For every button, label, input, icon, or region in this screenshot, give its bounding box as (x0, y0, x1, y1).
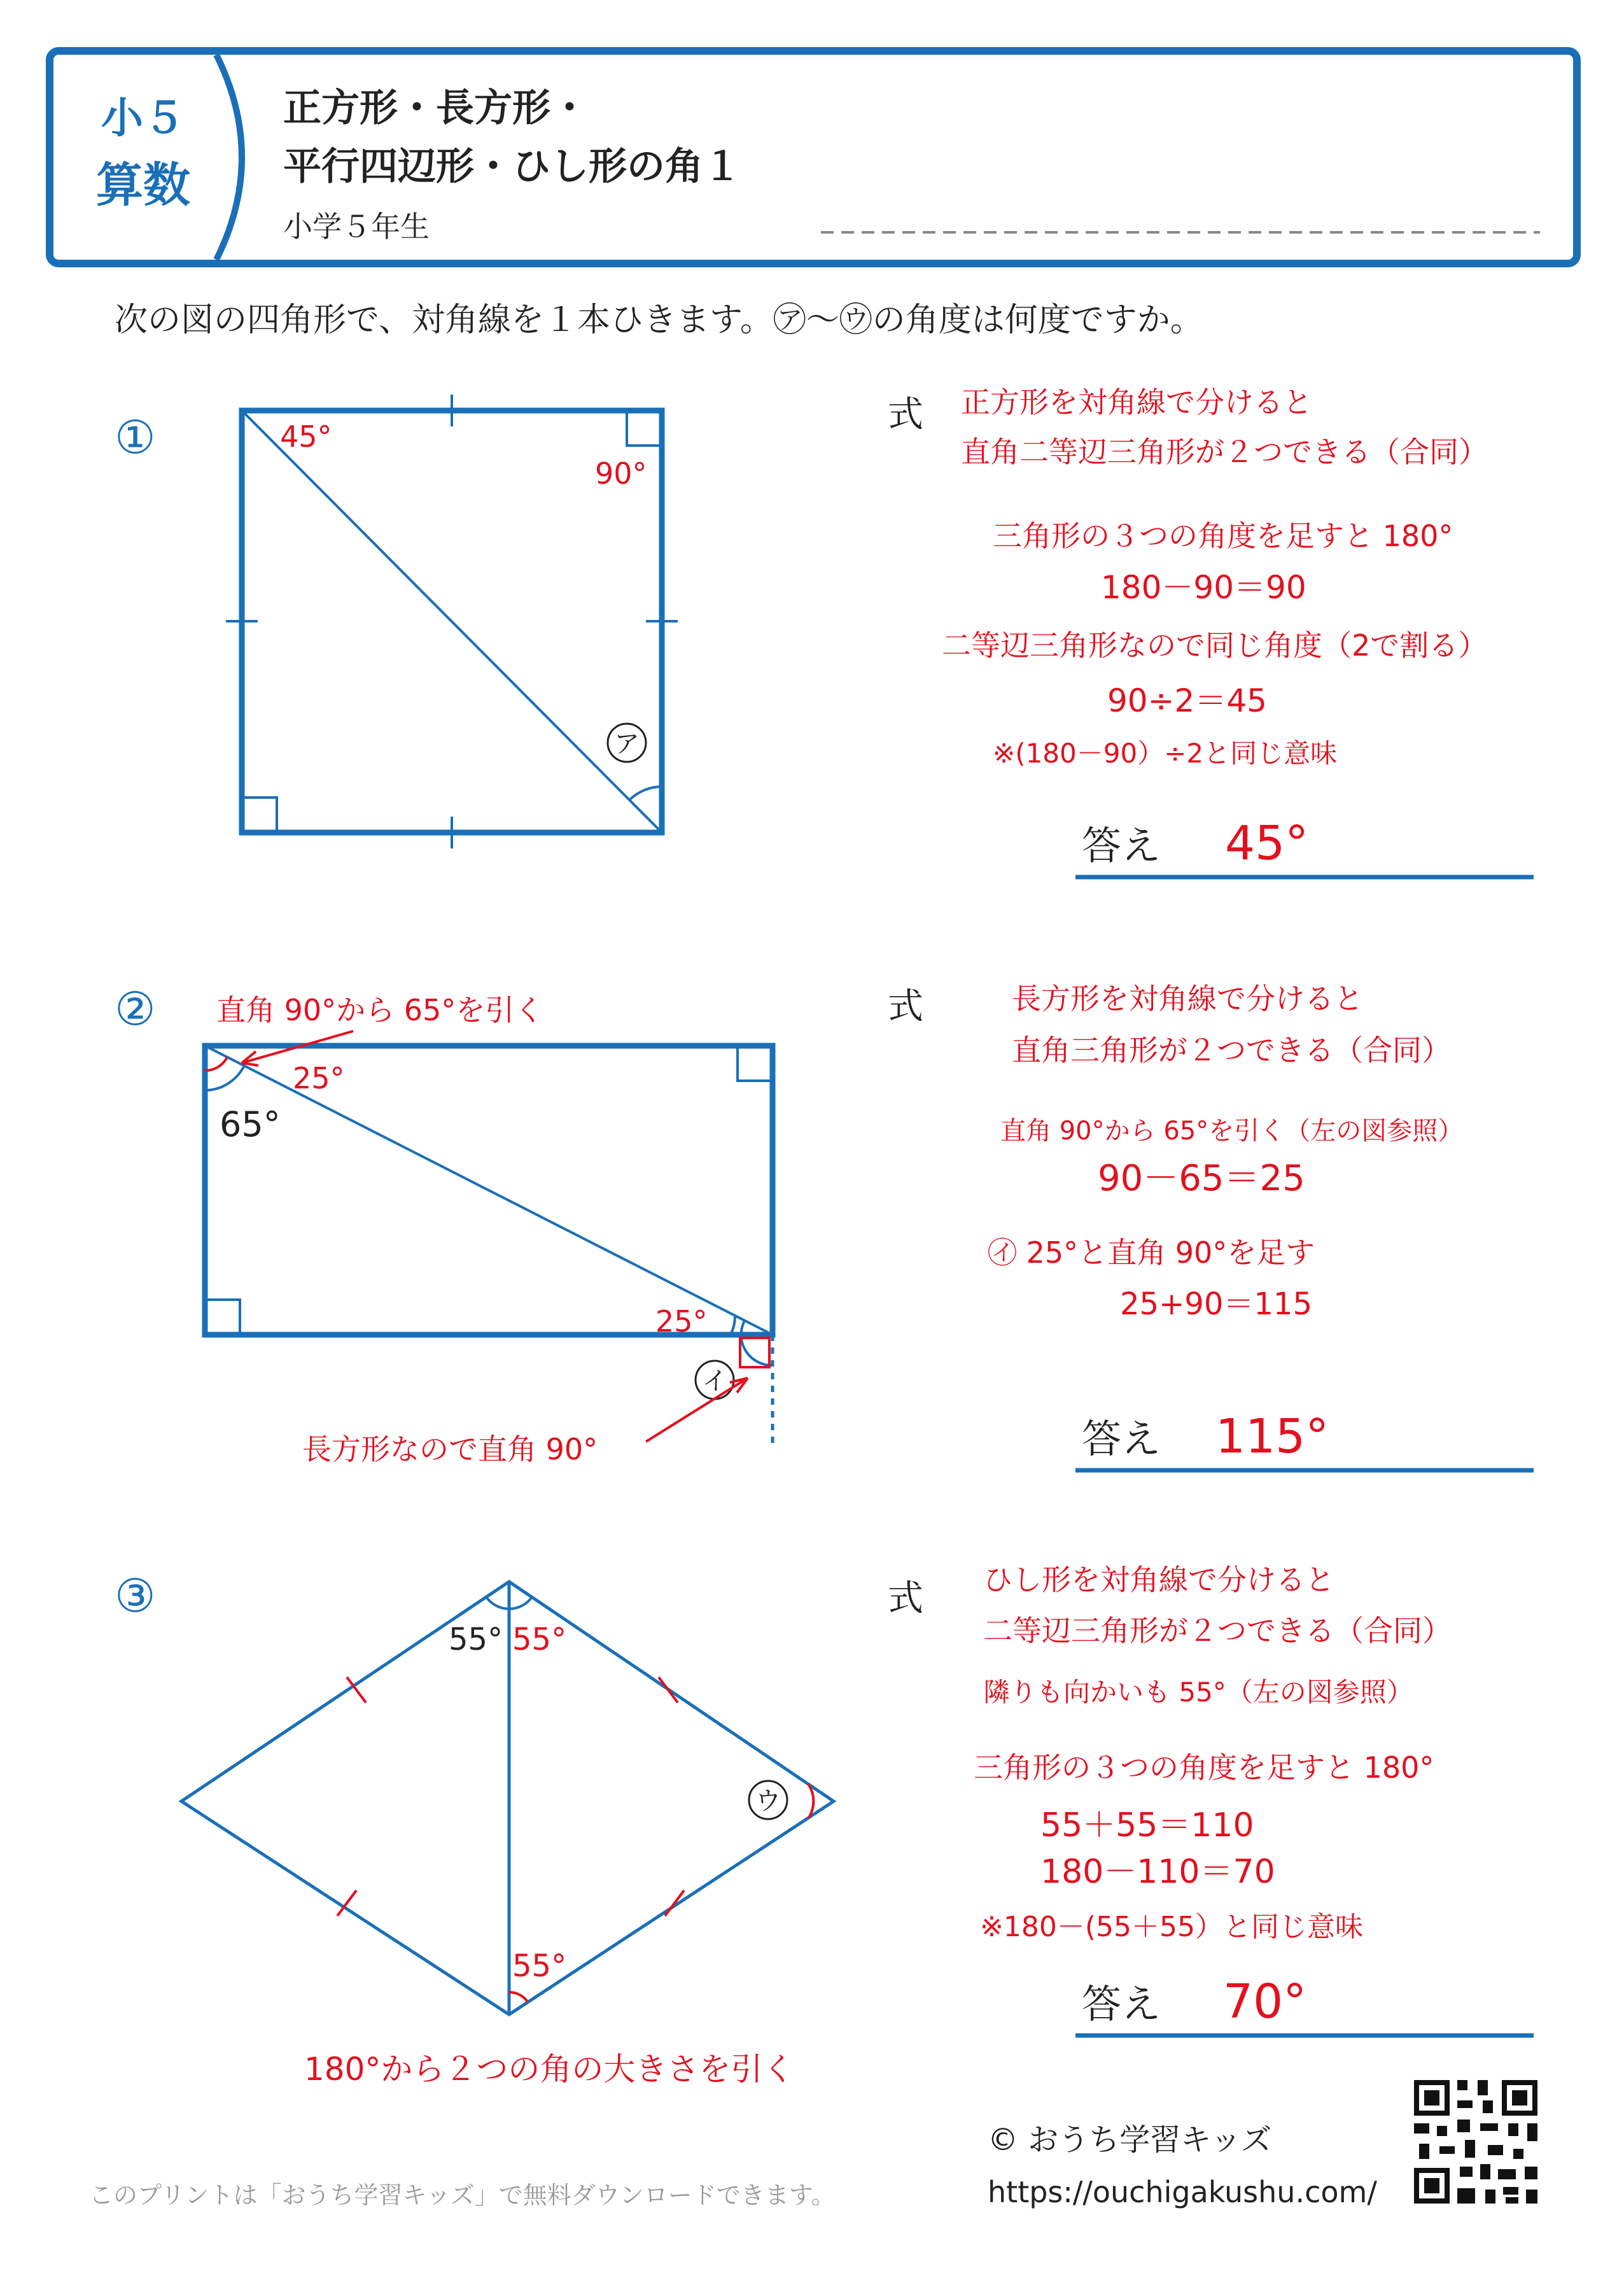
explanation-line: 90÷2＝45 (1107, 682, 1267, 719)
explanation-line: 長方形を対角線で分けると (1012, 981, 1363, 1016)
grade-label: 小５ (101, 94, 185, 143)
rectangle-diagonal (205, 1046, 773, 1335)
red-annotations (205, 1031, 769, 1442)
note-right-angle: 長方形なので直角 90° (302, 1432, 598, 1466)
target-label-i: イ (702, 1367, 727, 1396)
explanation-line: 直角三角形が２つできる（合同） (1012, 1033, 1451, 1067)
arc-25-top (205, 1057, 227, 1071)
header (50, 51, 1577, 264)
explanation-line: ※180－(55＋55）と同じ意味 (980, 1911, 1363, 1943)
header-frame (50, 51, 1577, 264)
explanation-line: ※(180－90）÷2と同じ意味 (993, 738, 1338, 769)
right-angle-mark (242, 798, 277, 833)
angle-25-bottom: 25° (655, 1304, 708, 1339)
angle-55-bottom: 55° (512, 1948, 567, 1984)
right-angle-marker-red (740, 1338, 769, 1367)
answer-label: 答え (1082, 1981, 1161, 2027)
note-subtract-65: 直角 90°から 65°を引く (216, 993, 544, 1027)
explanation-line: 三角形の３つの角度を足すと 180° (993, 519, 1453, 553)
target-label-u: ウ (755, 1787, 781, 1816)
explanation-line: 25+90＝115 (1120, 1286, 1312, 1322)
note-subtract-two-angles: 180°から２つの角の大きさを引く (304, 2051, 795, 2088)
answer-value: 70° (1223, 1974, 1307, 2029)
explanation-line: 直角二等辺三角形が２つできる（合同） (961, 435, 1488, 469)
right-angle-mark (627, 411, 662, 446)
angle-90: 90° (595, 456, 647, 491)
site-url-link[interactable]: https://ouchigakushu.com/ (988, 2175, 1377, 2209)
right-angle-mark (738, 1046, 773, 1081)
target-label-a: ア (614, 729, 640, 759)
angle-55-left: 55° (449, 1622, 503, 1657)
rhombus-figure (181, 1582, 834, 2014)
footer (89, 2080, 1537, 2209)
angle-45: 45° (280, 419, 332, 454)
problem-number: ② (115, 982, 156, 1036)
problem-number: ③ (115, 1569, 156, 1622)
instruction-text: 次の図の四角形で、対角線を１本ひきます。㋐～㋒の角度は何度ですか。 (115, 301, 1203, 339)
explanation-line: 55＋55＝110 (1040, 1806, 1254, 1845)
title-line-2: 平行四辺形・ひし形の角１ (283, 144, 741, 189)
angle-55-right: 55° (512, 1622, 567, 1657)
side-tick (659, 1677, 678, 1703)
shiki-label: 式 (888, 1578, 923, 1619)
explanation-line: ㋑ 25°と直角 90°を足す (988, 1235, 1315, 1270)
explanation-line: 直角 90°から 65°を引く（左の図参照） (1000, 1116, 1464, 1146)
angle-arc (629, 787, 662, 800)
problem-3 (115, 1563, 1534, 2088)
angle-25-top: 25° (293, 1061, 345, 1095)
grade-subtitle: 小学５年生 (283, 209, 430, 244)
problem-1 (115, 385, 1534, 877)
shiki-label: 式 (888, 986, 923, 1027)
answer-value: 115° (1215, 1409, 1329, 1464)
explanation-line: 正方形を対角線で分けると (961, 385, 1312, 419)
explanation-line: 180－90＝90 (1101, 569, 1306, 606)
shiki-label: 式 (888, 394, 923, 435)
explanation-line: 二等辺三角形が２つできる（合同） (983, 1614, 1452, 1648)
title-line-1: 正方形・長方形・ (283, 86, 589, 130)
answer-label: 答え (1082, 822, 1161, 869)
subject-label: 算数 (96, 158, 190, 213)
red-annotations (337, 1677, 813, 2002)
right-angle-mark (205, 1300, 240, 1335)
copyright-text: © おうち学習キッズ (988, 2122, 1272, 2158)
download-note: このプリントは「おうち学習キッズ」で無料ダウンロードできます。 (89, 2181, 836, 2209)
explanation-line: 二等辺三角形なので同じ角度（2で割る） (942, 628, 1488, 663)
explanation-line: 隣りも向かいも 55°（左の図参照） (983, 1677, 1413, 1708)
rectangle-figure (205, 1046, 773, 1448)
explanation-line: 180－110＝70 (1040, 1853, 1275, 1891)
angle-65: 65° (220, 1104, 281, 1144)
answer-value: 45° (1225, 816, 1309, 871)
qr-code-icon (1414, 2080, 1537, 2204)
problem-2 (115, 981, 1534, 1470)
explanation-line: 三角形の３つの角度を足すと 180° (974, 1750, 1434, 1785)
explanation-line: 90－65＝25 (1098, 1158, 1305, 1199)
arc-55-bottom (509, 1992, 528, 2002)
header-divider (216, 55, 242, 260)
answer-label: 答え (1082, 1416, 1161, 1462)
problem-number: ① (115, 411, 156, 464)
explanation-line: ひし形を対角線で分けると (983, 1563, 1334, 1597)
